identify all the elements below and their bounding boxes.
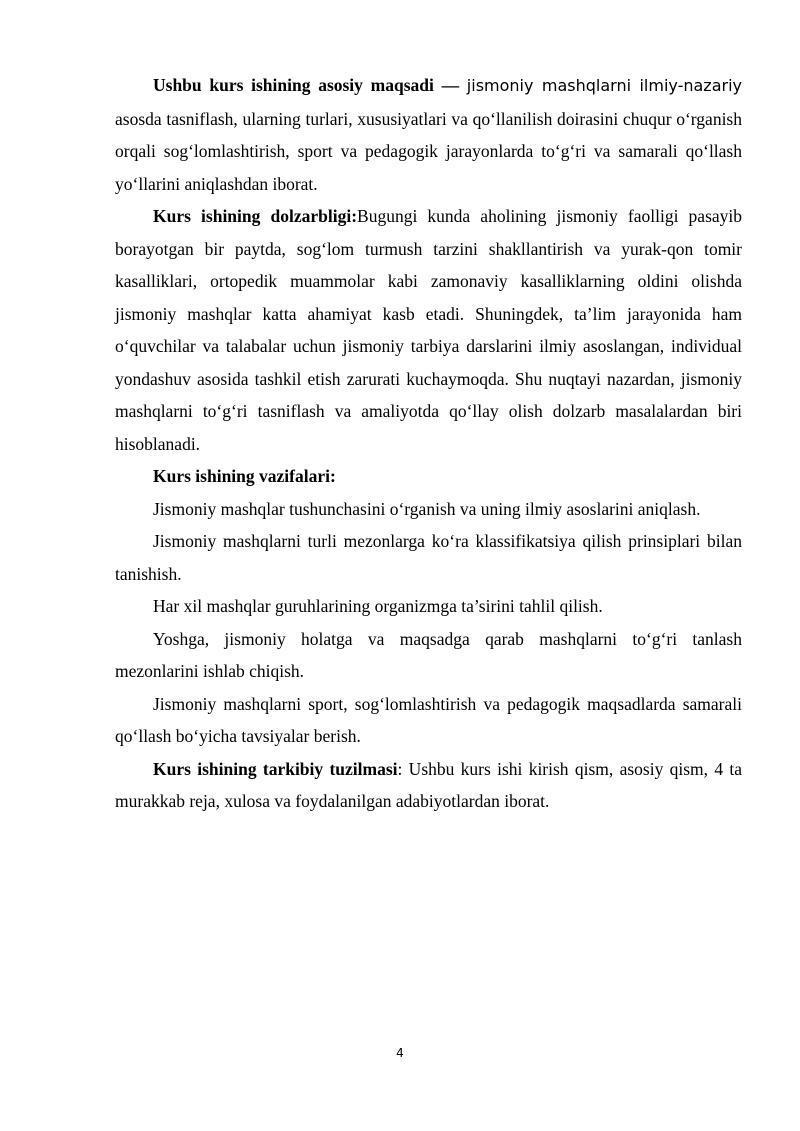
relevance-text: Bugungi kunda aholining jismoniy faolligi pasayib borayotgan bir paytda, sog‘lom turmush tarzini shakllantirish va yurak-qon tomir kasalliklari, ortopedik muammolar kabi zamonaviy kasalliklarning oldini olishda jismoniy mashqlar katta ahamiyat kasb etadi. Shuningdek, ta’lim jarayonida ham o‘quvchilar va talabalar uchun jismoniy tarbiya darslarini ilmiy asoslangan, individual yondashuv asosida tashkil etish zarurati kuchaymoqda. Shu nuqtayi nazardan, jismoniy mashqlarni to‘g‘ri tasniflash va amaliyotda qo‘llay olish dolzarb masalalardan biri hisoblanadi.: [115, 206, 743, 454]
task-item-1: Jismoniy mashqlar tushunchasini o‘rganish va uning ilmiy asoslarini aniqlash.: [153, 498, 701, 519]
tasks-heading-paragraph: [115, 460, 742, 493]
page-number: 4: [396, 1046, 404, 1060]
relevance-heading: Kurs ishining dolzarbligi:: [153, 206, 358, 226]
purpose-text: asosda tasniflash, ularning turlari, xususiyatlari va qo‘llanilish doirasini chuqur o‘rganish orqali sog‘lomlashtirish, sport va pedagogik jarayonlarda to‘g‘ri va samarali qo‘llash yo‘llarini aniqlashdan iborat.: [115, 108, 742, 194]
tasks-heading: Kurs ishining vazifalari:: [153, 466, 336, 486]
purpose-text-start: jismoniy mashqlarni ilmiy-nazariy: [466, 76, 742, 95]
purpose-dash: —: [433, 75, 467, 95]
task-item-2: Jismoniy mashqlarni turli mezonlarga ko‘ra klassifikatsiya qilish prinsiplari bilan tanishish.: [115, 531, 742, 584]
structure-text: : Ushbu kurs ishi kirish qism, asosiy qism, 4 ta murakkab reja, xulosa va foydalanilgan adabiyotlardan iborat.: [115, 758, 743, 811]
task-item-4: Yoshga, jismoniy holatga va maqsadga qarab mashqlarni to‘g‘ri tanlash mezonlarini ishlab chiqish.: [115, 628, 742, 681]
structure-paragraph: [115, 753, 742, 818]
purpose-paragraph: [115, 69, 742, 200]
document-body: [115, 69, 742, 818]
purpose-heading: Ushbu kurs ishining asosiy maqsadi: [153, 75, 434, 95]
task-item-5: Jismoniy mashqlarni sport, sog‘lomlashtirish va pedagogik maqsadlarda samarali qo‘llash bo‘yicha tavsiyalar berish.: [115, 693, 742, 746]
task-item-3: Har xil mashqlar guruhlarining organizmga ta’sirini tahlil qilish.: [153, 596, 603, 616]
structure-heading: Kurs ishining tarkibiy tuzilmasi: [153, 758, 398, 779]
relevance-paragraph: [115, 200, 742, 460]
